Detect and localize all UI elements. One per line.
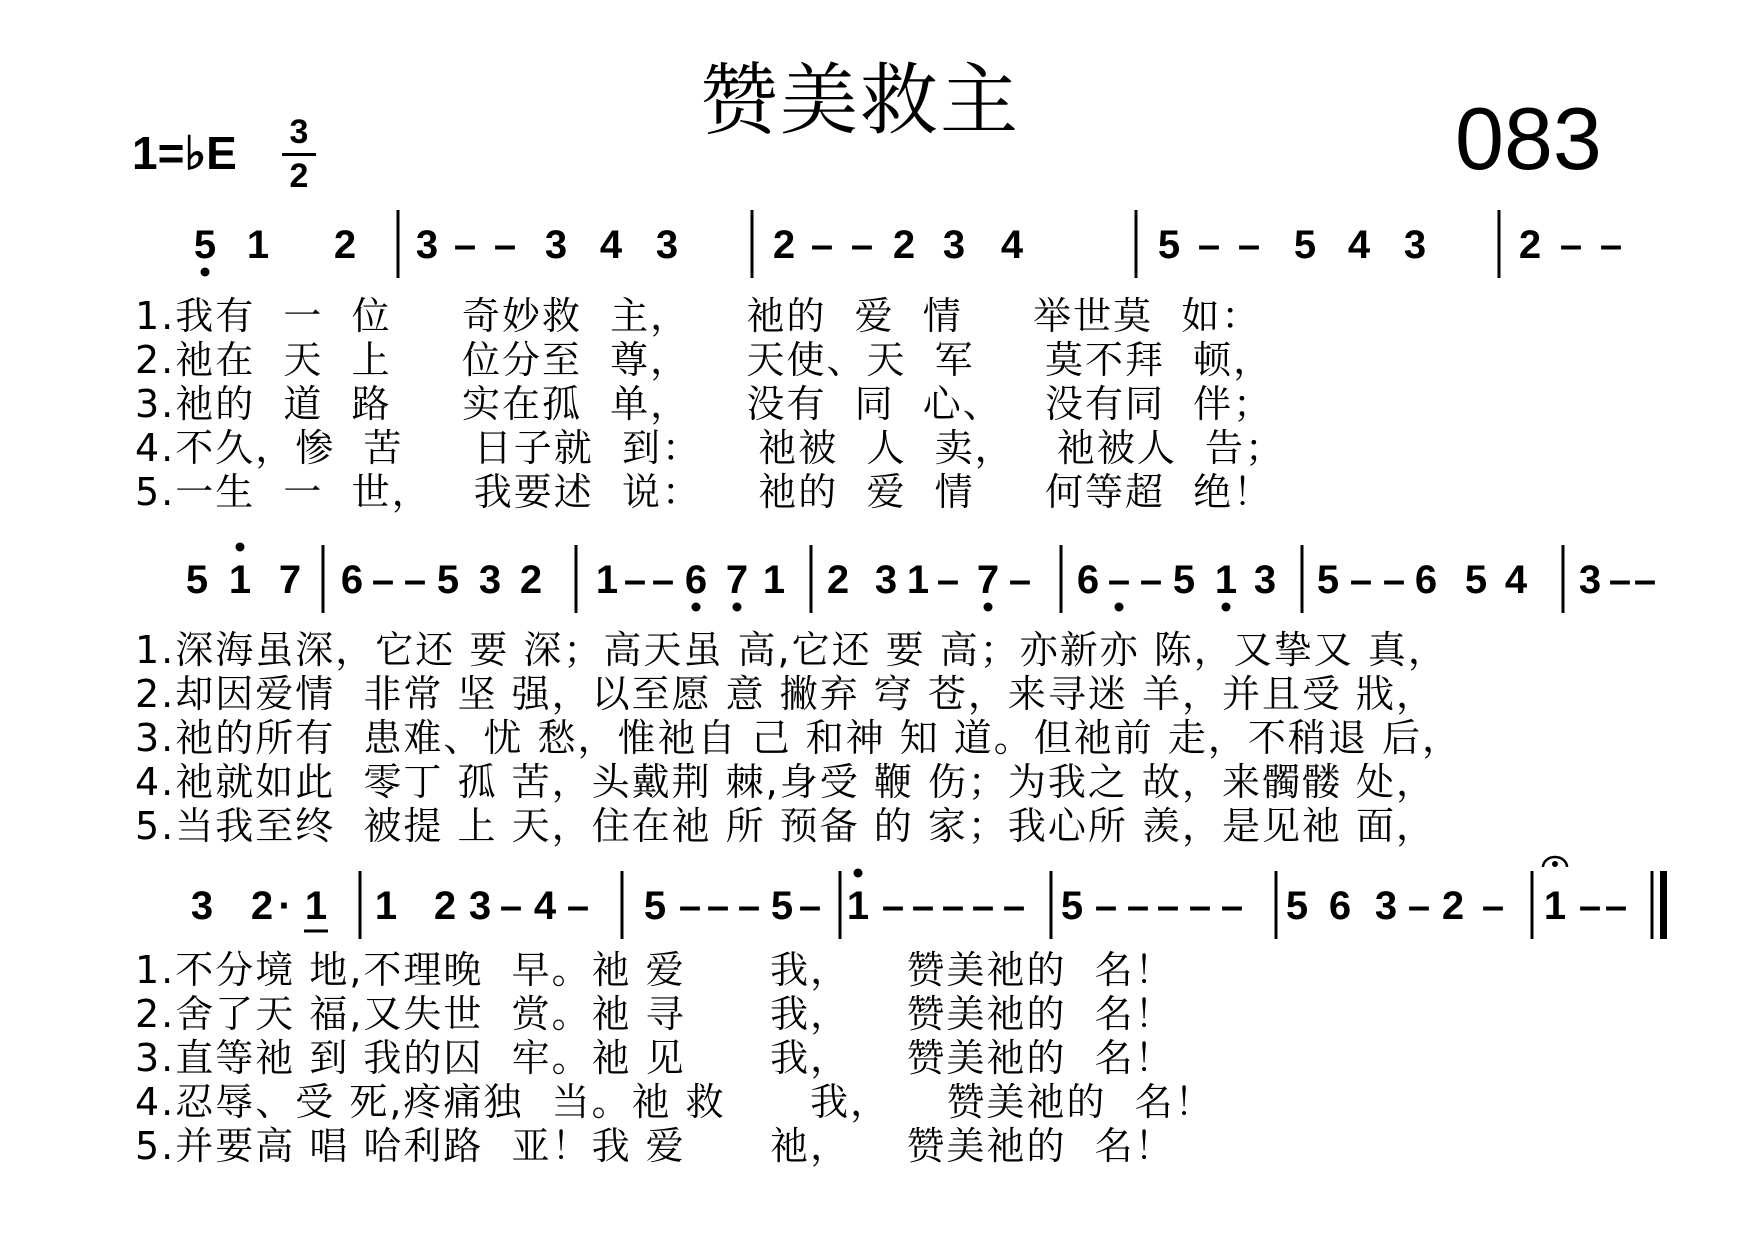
- note: 2: [1518, 223, 1542, 267]
- dash-note: –: [371, 558, 395, 602]
- note: 4: [1347, 223, 1371, 267]
- dash-note: –: [1107, 558, 1131, 602]
- dash-note: –: [798, 884, 822, 928]
- note: 5: [770, 884, 794, 928]
- meter-denominator: 2: [289, 157, 309, 195]
- note: 3: [874, 558, 898, 602]
- note: 5: [643, 884, 667, 928]
- note: 1: [1214, 558, 1238, 602]
- dash-note: –: [850, 223, 874, 267]
- note: 3: [478, 558, 502, 602]
- dash-note: –: [453, 223, 477, 267]
- note: 1: [1543, 884, 1567, 928]
- lyric-line-verse-1: 1.深海虽深，它还 要 深；高天虽 高,它还 要 高；亦新亦 陈，又挚又 真，: [135, 628, 1448, 672]
- note: 7: [976, 558, 1000, 602]
- note: 2: [772, 223, 796, 267]
- lyric-line-verse-2: 2.却因爱情 非常 坚 强，以至愿 意 撇弃 穹 苍，来寻迷 羊，并且受 戕，: [135, 672, 1437, 716]
- lyric-line-verse-4: 4.不久，惨 苦 日子就 到： 祂被 人 卖， 祂被人 告；: [135, 426, 1285, 470]
- lyric-line-verse-3: 3.祂的 道 路 实在孤 单， 没有 同 心、 没有同 伴；: [135, 382, 1274, 426]
- fermata-icon: [1543, 857, 1567, 867]
- lyric-line-verse-4: 4.忍辱、受 死,疼痛独 当。祂 救 我， 赞美祂的 名！: [135, 1080, 1215, 1124]
- note: 4: [1504, 558, 1528, 602]
- note: 6: [340, 558, 364, 602]
- note: 7: [278, 558, 302, 602]
- note: 5: [185, 558, 209, 602]
- meter-numerator: 3: [289, 113, 309, 151]
- note: 2: [892, 223, 916, 267]
- dash-note: –: [623, 558, 647, 602]
- note: 5: [1157, 223, 1181, 267]
- note: 1: [228, 558, 252, 602]
- note: 1: [374, 884, 398, 928]
- dash-note: –: [1407, 884, 1431, 928]
- note: 3: [1403, 223, 1427, 267]
- note: 4: [1000, 223, 1024, 267]
- dash-note: –: [810, 223, 834, 267]
- augmentation-dot: ·: [278, 884, 292, 928]
- dash-note: –: [1008, 558, 1032, 602]
- octave-up-dot: [854, 869, 863, 878]
- dash-note: –: [1126, 884, 1150, 928]
- note: 5: [1060, 884, 1084, 928]
- note: 5: [436, 558, 460, 602]
- note: 5: [193, 223, 217, 267]
- note: 3: [942, 223, 966, 267]
- dash-note: –: [566, 884, 590, 928]
- dash-note: –: [1197, 223, 1221, 267]
- octave-up-dot: [236, 543, 245, 552]
- octave-down-dot: [1222, 603, 1231, 612]
- note: 1: [304, 884, 328, 928]
- note: 3: [190, 884, 214, 928]
- time-signature: [282, 115, 316, 193]
- octave-down-dot: [692, 603, 701, 612]
- dash-note: –: [1002, 884, 1026, 928]
- dash-note: –: [881, 884, 905, 928]
- note: 3: [1578, 558, 1602, 602]
- octave-down-dot: [733, 603, 742, 612]
- dash-note: –: [1220, 884, 1244, 928]
- dash-note: –: [499, 884, 523, 928]
- note: 3: [1374, 884, 1398, 928]
- dash-note: –: [1188, 884, 1212, 928]
- lyric-line-verse-5: 5.一生 一 世， 我要述 说： 祂的 爱 情 何等超 绝！: [135, 470, 1274, 514]
- meter-fraction-line: [282, 153, 316, 156]
- lyric-line-verse-4: 4.祂就如此 零丁 孤 苦，头戴荆 棘,身受 鞭 伤；为我之 故，来髑髅 处，: [135, 760, 1437, 804]
- dash-note: –: [403, 558, 427, 602]
- note: 1: [246, 223, 270, 267]
- dash-note: –: [1604, 884, 1628, 928]
- note: 3: [1253, 558, 1277, 602]
- note: 3: [468, 884, 492, 928]
- note: 1: [762, 558, 786, 602]
- lyric-line-verse-5: 5.并要高 唱 哈利路 亚！我 爱 祂， 赞美祂的 名！: [135, 1124, 1175, 1168]
- note: 7: [725, 558, 749, 602]
- note: 6: [1414, 558, 1438, 602]
- dash-note: –: [678, 884, 702, 928]
- note: 2: [333, 223, 357, 267]
- dash-note: –: [1382, 558, 1406, 602]
- note: 6: [1328, 884, 1352, 928]
- key-text: 1=♭E: [132, 127, 237, 179]
- dash-note: –: [1349, 558, 1373, 602]
- note: 1: [595, 558, 619, 602]
- dash-note: –: [1094, 884, 1118, 928]
- octave-down-dot: [984, 603, 993, 612]
- dash-note: –: [493, 223, 517, 267]
- octave-down-dot: [1115, 603, 1124, 612]
- note: 2: [519, 558, 543, 602]
- note: 5: [1285, 884, 1309, 928]
- note: 3: [544, 223, 568, 267]
- hymn-number: 083: [1455, 89, 1602, 188]
- dash-note: –: [706, 884, 730, 928]
- lyric-line-verse-2: 2.舍了天 福,又失世 赏。祂 寻 我， 赞美祂的 名！: [135, 992, 1175, 1036]
- lyric-line-verse-5: 5.当我至终 被提 上 天，住在祂 所 预备 的 家；我心所 羡，是见祂 面，: [135, 804, 1437, 848]
- dash-note: –: [1156, 884, 1180, 928]
- note: 2: [250, 884, 274, 928]
- note: 5: [1464, 558, 1488, 602]
- note: 5: [1172, 558, 1196, 602]
- note: 1: [906, 558, 930, 602]
- note: 3: [415, 223, 439, 267]
- dash-note: –: [1599, 223, 1623, 267]
- dash-note: –: [911, 884, 935, 928]
- dash-note: –: [936, 558, 960, 602]
- note: 4: [599, 223, 623, 267]
- note: 2: [826, 558, 850, 602]
- lyric-line-verse-2: 2.祂在 天 上 位分至 尊， 天使、天 军 莫不拜 顿，: [135, 338, 1274, 382]
- note: 5: [1316, 558, 1340, 602]
- lyric-line-verse-1: 1.不分境 地,不理晚 早。祂 爱 我， 赞美祂的 名！: [135, 948, 1175, 992]
- lyric-line-verse-3: 3.祂的所有 患难、忧 愁，惟祂自 己 和神 知 道。但祂前 走，不稍退 后，: [135, 716, 1462, 760]
- dash-note: –: [737, 884, 761, 928]
- fermata-dot: [1552, 861, 1558, 867]
- note: 5: [1293, 223, 1317, 267]
- dash-note: –: [1608, 558, 1632, 602]
- final-barline-thick: [1660, 871, 1667, 939]
- note: 3: [655, 223, 679, 267]
- dash-note: –: [941, 884, 965, 928]
- dash-note: –: [1237, 223, 1261, 267]
- lyric-line-verse-3: 3.直等祂 到 我的囚 牢。祂 见 我， 赞美祂的 名！: [135, 1036, 1175, 1080]
- note: 6: [684, 558, 708, 602]
- note: 2: [1441, 884, 1465, 928]
- lyric-line-verse-1: 1.我有 一 位 奇妙救 主， 祂的 爱 情 举世莫 如：: [135, 294, 1262, 338]
- dash-note: –: [1578, 884, 1602, 928]
- note: 6: [1076, 558, 1100, 602]
- dash-note: –: [1559, 223, 1583, 267]
- dash-note: –: [1633, 558, 1657, 602]
- key-signature: [132, 127, 237, 179]
- note: 4: [533, 884, 557, 928]
- dash-note: –: [1481, 884, 1505, 928]
- hymn-title: 赞美救主: [700, 56, 1021, 146]
- octave-down-dot: [201, 268, 210, 277]
- dash-note: –: [971, 884, 995, 928]
- note: 2: [433, 884, 457, 928]
- note: 1: [846, 884, 870, 928]
- dash-note: –: [651, 558, 675, 602]
- dash-note: –: [1139, 558, 1163, 602]
